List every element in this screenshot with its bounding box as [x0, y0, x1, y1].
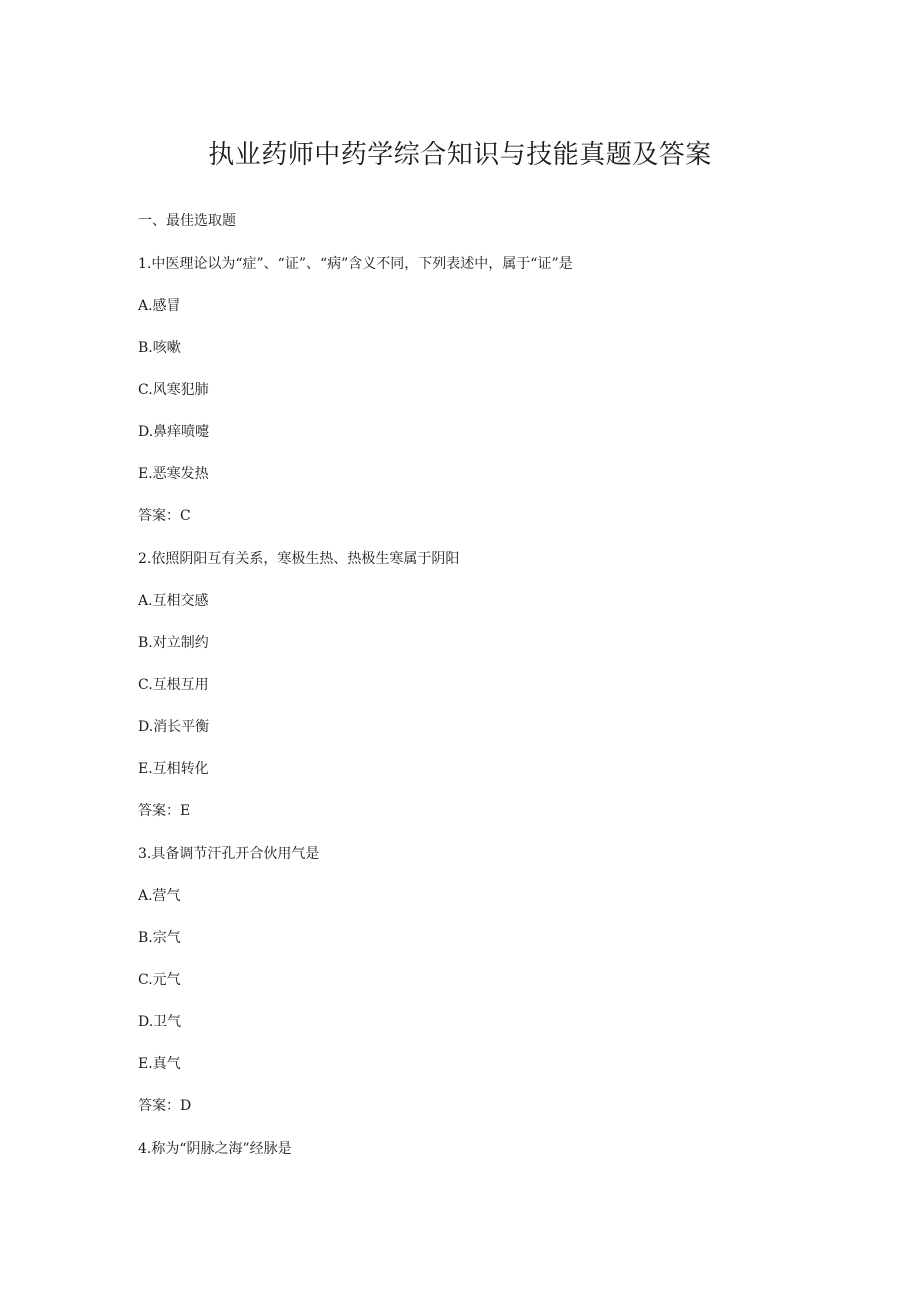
answer-option: A.营气	[138, 888, 181, 904]
answer-option: E.真气	[138, 1056, 181, 1072]
answer-option: C.互根互用	[138, 677, 209, 693]
answer-option: A.感冒	[138, 298, 181, 314]
answer-key: 答案：E	[138, 803, 191, 819]
section-heading: 一、最佳选取题	[138, 213, 236, 229]
answer-option: B.咳嗽	[138, 340, 181, 356]
answer-option: A.互相交感	[138, 593, 209, 609]
document-title: 执业药师中药学综合知识与技能真题及答案	[208, 140, 712, 170]
answer-key: 答案：C	[138, 508, 191, 524]
answer-option: E.恶寒发热	[138, 466, 209, 482]
answer-option: C.元气	[138, 972, 181, 988]
question-stem: 2.依照阴阳互有关系，寒极生热、热极生寒属于阴阳	[138, 551, 460, 567]
answer-key: 答案：D	[138, 1098, 192, 1114]
question-stem: 3.具备调节汗孔开合伙用气是	[138, 846, 320, 862]
answer-option: B.宗气	[138, 930, 181, 946]
answer-option: D.卫气	[138, 1014, 182, 1030]
answer-option: C.风寒犯肺	[138, 382, 209, 398]
answer-option: B.对立制约	[138, 635, 209, 651]
question-stem: 1.中医理论以为“症”、“证”、“病”含义不同，下列表述中，属于“证”是	[138, 256, 573, 272]
question-stem: 4.称为“阴脉之海”经脉是	[138, 1141, 292, 1157]
answer-option: E.互相转化	[138, 761, 209, 777]
answer-option: D.消长平衡	[138, 719, 210, 735]
answer-option: D.鼻痒喷嚏	[138, 424, 210, 440]
